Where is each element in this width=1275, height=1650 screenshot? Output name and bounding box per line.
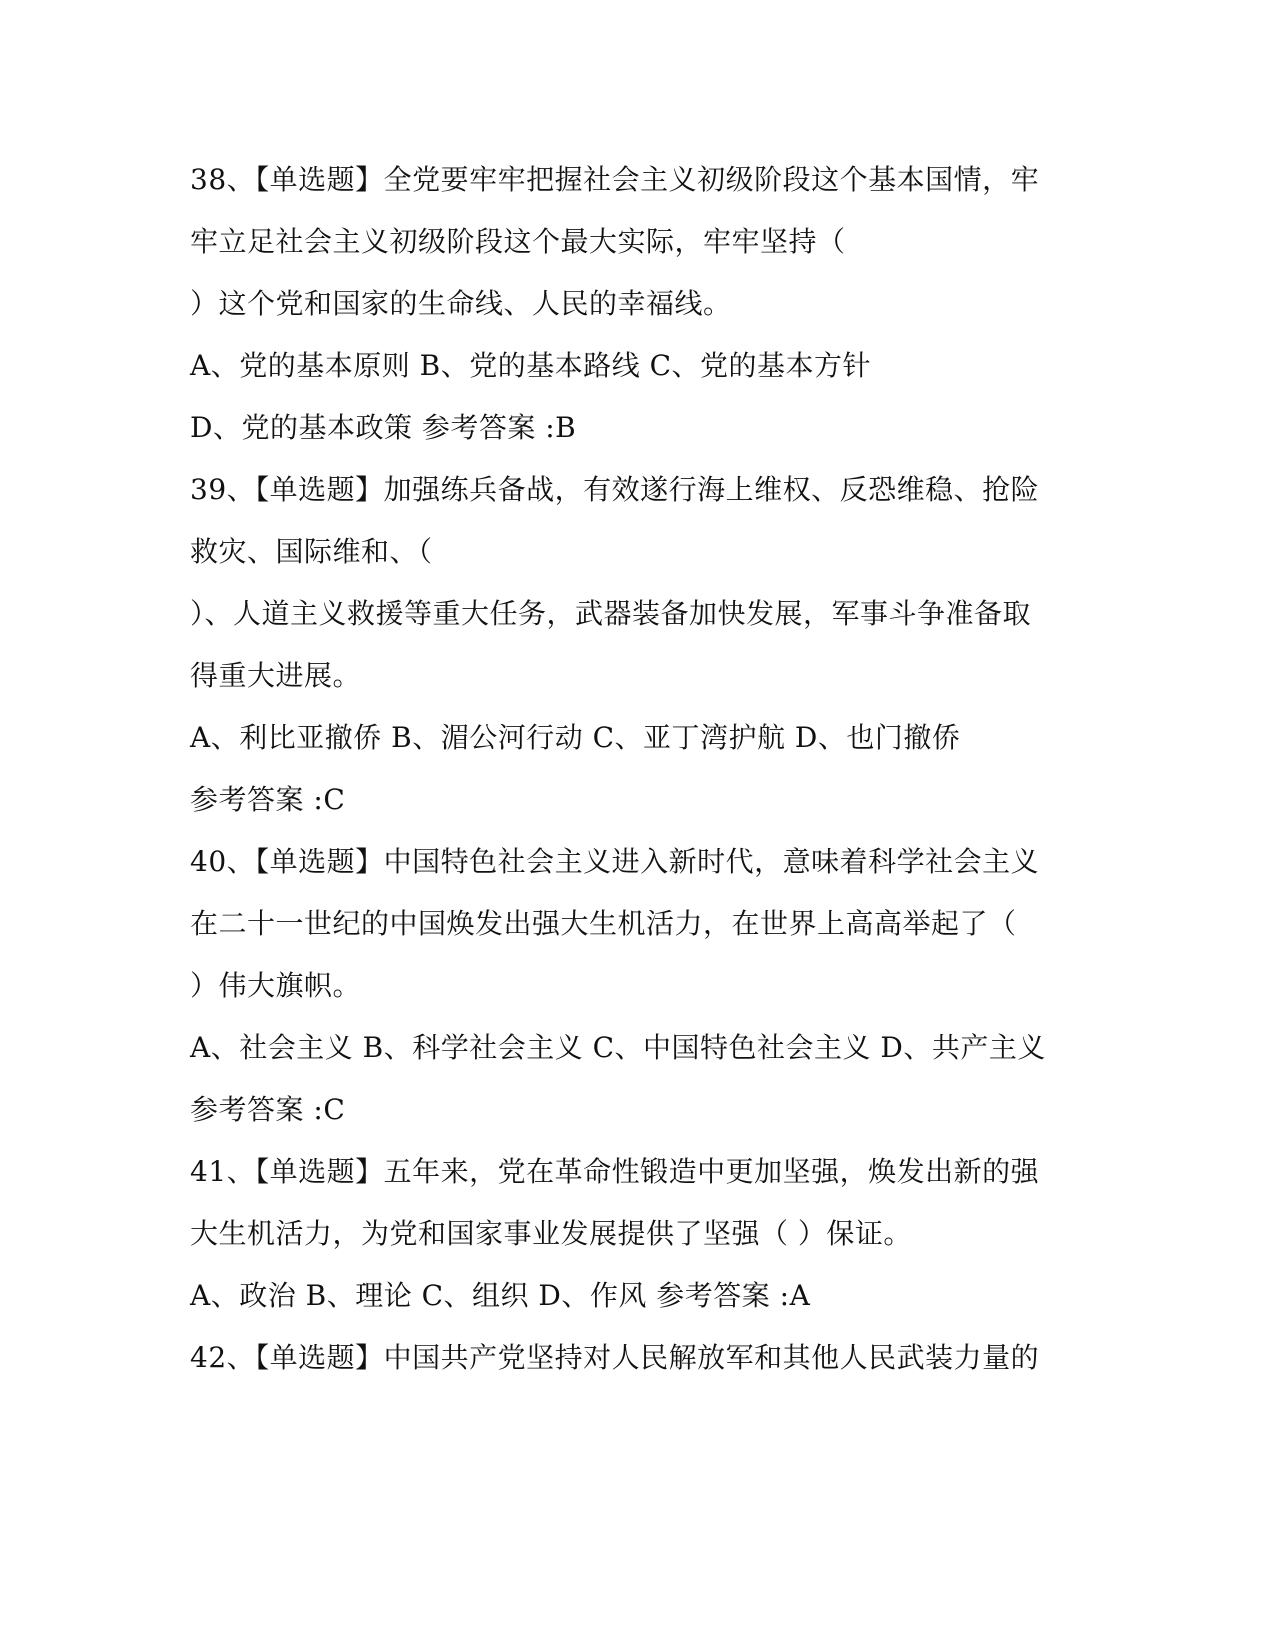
question-38-text-line-2: 牢立足社会主义初级阶段这个最大实际，牢牢坚持（ [190,225,846,258]
question-40-options: A、社会主义 B、科学社会主义 C、中国特色社会主义 D、共产主义 [190,1031,1046,1064]
question-40-answer: 参考答案 :C [190,1093,346,1126]
question-39-text-line-4: 得重大进展。 [190,659,362,692]
question-40-text-line-2: 在二十一世纪的中国焕发出强大生机活力，在世界上高高举起了（ [190,907,1017,940]
question-38-text-line-3: ）这个党和国家的生命线、人民的幸福线。 [190,287,732,320]
question-40-text-line-1: 40、【单选题】中国特色社会主义进入新时代，意味着科学社会主义 [190,845,1040,878]
question-39-text-line-1: 39、【单选题】加强练兵备战，有效遂行海上维权、反恐维稳、抢险 [190,473,1040,506]
question-41-text-line-2: 大生机活力，为党和国家事业发展提供了坚强（ ）保证。 [190,1217,912,1250]
question-38-text-line-1: 38、【单选题】全党要牢牢把握社会主义初级阶段这个基本国情，牢 [190,163,1040,196]
question-42-text-line-1: 42、【单选题】中国共产党坚持对人民解放军和其他人民武装力量的 [190,1341,1040,1374]
question-38-answer: D、党的基本政策 参考答案 :B [190,411,577,444]
question-41-text-line-1: 41、【单选题】五年来，党在革命性锻造中更加坚强，焕发出新的强 [190,1155,1040,1188]
question-39-answer: 参考答案 :C [190,783,346,816]
question-40-text-line-3: ）伟大旗帜。 [190,969,362,1002]
question-38-options: A、党的基本原则 B、党的基本路线 C、党的基本方针 [190,349,872,382]
question-39-text-line-3: ）、人道主义救援等重大任务，武器装备加快发展，军事斗争准备取 [190,597,1032,630]
question-39-text-line-2: 救灾、国际维和、（ [190,535,433,568]
question-41-options-answer: A、政治 B、理论 C、组织 D、作风 参考答案 :A [190,1279,811,1312]
question-39-options: A、利比亚撤侨 B、湄公河行动 C、亚丁湾护航 D、也门撤侨 [190,721,961,754]
